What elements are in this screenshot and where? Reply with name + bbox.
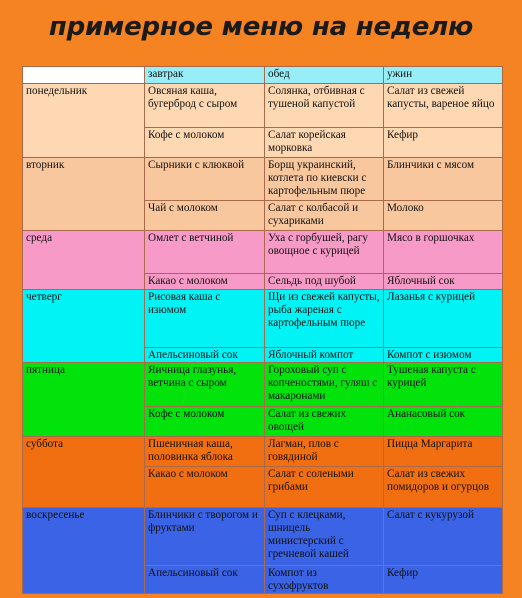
table-cell: Компот с изюмом: [384, 348, 503, 363]
table-cell: Салат из свежих помидоров и огурцов: [384, 467, 503, 508]
table-cell: Лагман, плов с говядиной: [265, 437, 384, 467]
table-cell: Рисовая каша с изюмом: [145, 290, 265, 348]
table-cell: Уха с горбушей, рагу овощное с курицей: [265, 231, 384, 274]
table-cell: Апельсиновый сок: [145, 348, 265, 363]
table-cell: Лазанья с курицей: [384, 290, 503, 348]
table-cell: Борщ украинский, котлета по киевски с картофельным пюре: [265, 158, 384, 201]
table-cell: Омлет с ветчиной: [145, 231, 265, 274]
day-tuesday: вторник: [23, 158, 145, 231]
table-cell: Салат с солеными грибами: [265, 467, 384, 508]
table-row: [23, 363, 503, 407]
table-cell: Кофе с молоком: [145, 407, 265, 437]
header-dinner: ужин: [384, 67, 503, 84]
table-cell: Блинчики с мясом: [384, 158, 503, 201]
table-cell: Яблочный сок: [384, 274, 503, 290]
table-row: [23, 290, 503, 348]
table-cell: Апельсиновый сок: [145, 566, 265, 594]
table-row: [23, 84, 503, 128]
table-cell: Овсяная каша, бугерброд с сыром: [145, 84, 265, 128]
header-row: [23, 67, 503, 84]
page-title: примерное меню на неделю: [48, 12, 474, 42]
table-cell: Сырники с клюквой: [145, 158, 265, 201]
day-sunday: воскресенье: [23, 508, 145, 594]
table-cell: Салат с кукурузой: [384, 508, 503, 566]
day-wednesday: среда: [23, 231, 145, 290]
table-cell: Салат корейская морковка: [265, 128, 384, 158]
table-cell: Ананасовый сок: [384, 407, 503, 437]
table-cell: Мясо в горшочках: [384, 231, 503, 274]
table-cell: Компот из сухофруктов: [265, 566, 384, 594]
weekly-menu-table: [22, 66, 503, 594]
table-row: [23, 158, 503, 201]
table-cell: Яблочный компот: [265, 348, 384, 363]
table-row: [23, 508, 503, 566]
table-cell: Чай с молоком: [145, 201, 265, 231]
table-cell: Солянка, отбивная с тушеной капустой: [265, 84, 384, 128]
day-friday: пятница: [23, 363, 145, 437]
table-cell: Кофе с молоком: [145, 128, 265, 158]
table-cell: Яичница глазунья, ветчина с сыром: [145, 363, 265, 407]
day-saturday: суббота: [23, 437, 145, 508]
table-cell: Салат с колбасой и сухариками: [265, 201, 384, 231]
table-cell: Какао с молоком: [145, 467, 265, 508]
header-breakfast: завтрак: [145, 67, 265, 84]
header-day-cell: [23, 67, 145, 84]
table-cell: Тушеная капуста с курицей: [384, 363, 503, 407]
header-lunch: обед: [265, 67, 384, 84]
table-cell: Блинчики с творогом и фруктами: [145, 508, 265, 566]
table-row: [23, 437, 503, 467]
table-cell: Кефир: [384, 128, 503, 158]
table-cell: Молоко: [384, 201, 503, 231]
table-cell: Кефир: [384, 566, 503, 594]
table-cell: Салат из свежих овощей: [265, 407, 384, 437]
table-cell: Щи из свежей капусты, рыба жареная с картофельным пюре: [265, 290, 384, 348]
table-cell: Сельдь под шубой: [265, 274, 384, 290]
table-cell: Суп с клецками, шницель министерский с гречневой кашей: [265, 508, 384, 566]
day-thursday: четверг: [23, 290, 145, 363]
table-cell: Салат из свежей капусты, вареное яйцо: [384, 84, 503, 128]
day-monday: понедельник: [23, 84, 145, 158]
table-cell: Гороховый суп с копченостями, гуляш с макаронами: [265, 363, 384, 407]
table-cell: Пицца Маргарита: [384, 437, 503, 467]
table-cell: Пшеничная каша, половинка яблока: [145, 437, 265, 467]
table-row: [23, 231, 503, 274]
table-cell: Какао с молоком: [145, 274, 265, 290]
